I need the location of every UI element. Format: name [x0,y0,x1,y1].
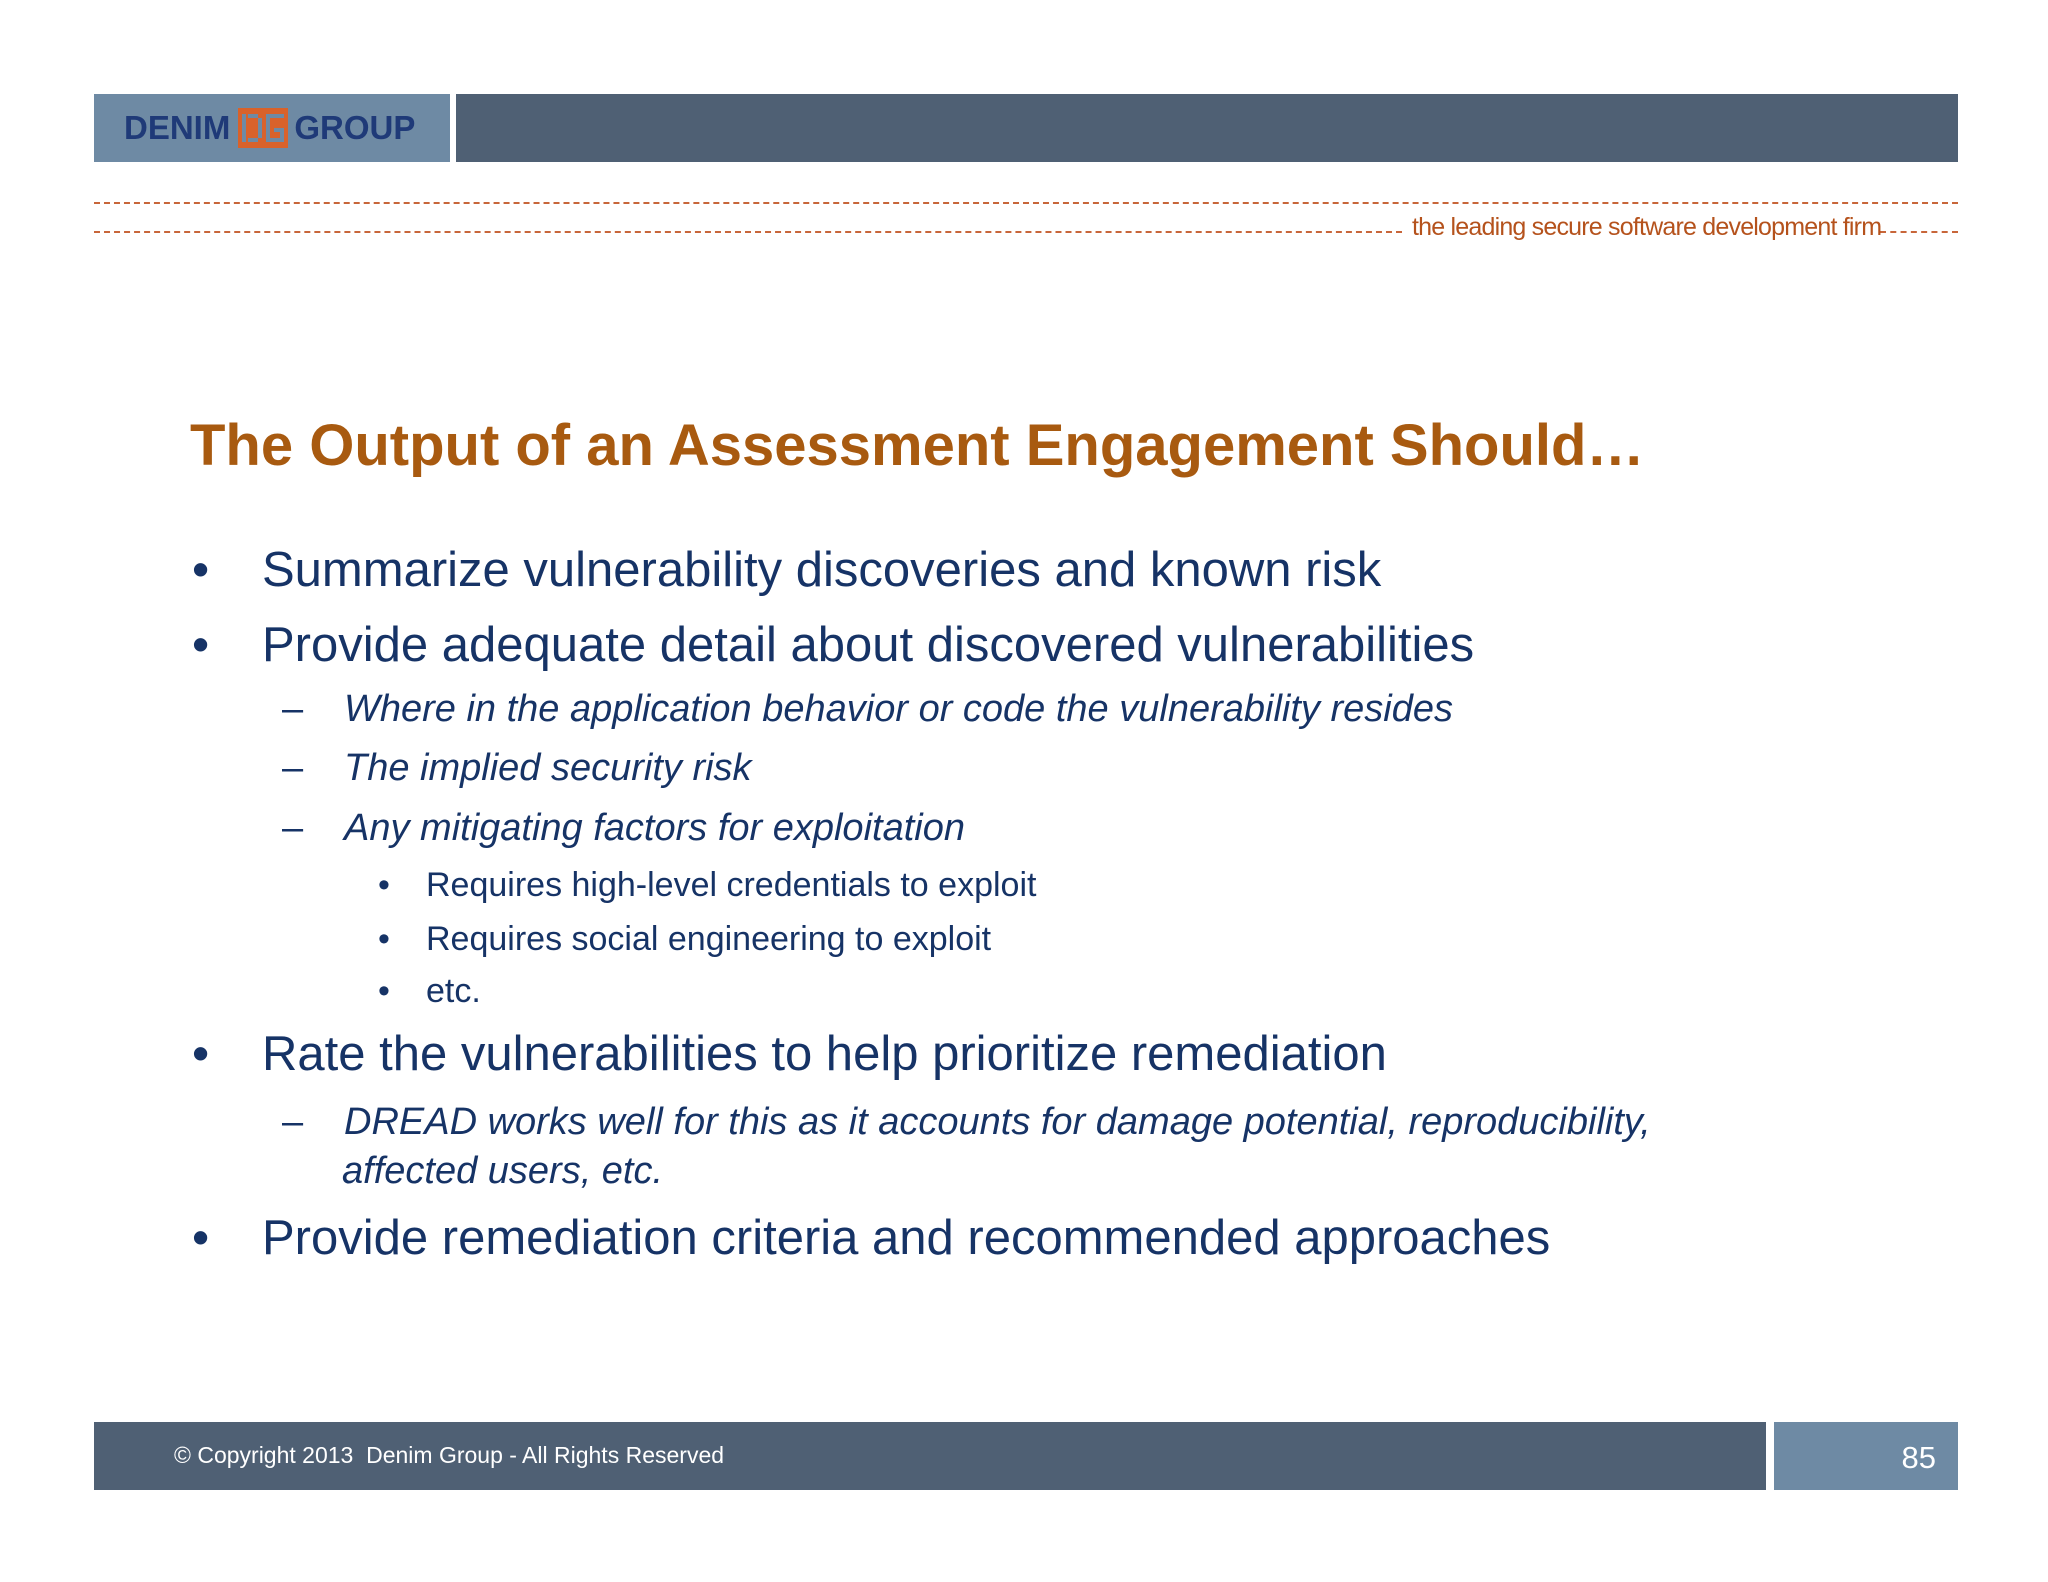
bullet-rate [192,1026,1387,1082]
bullet-marker: • [378,972,390,1010]
sub-bullet-dread [282,1101,1651,1144]
bullet-marker: • [378,866,390,904]
sub-bullet-text: Where in the application behavior or code the vulnerability resides [344,688,1453,730]
copyright-text: © Copyright 2013 Denim Group - All Rights Reserved [174,1442,725,1468]
sub-bullet-where [282,688,1453,731]
bullet-marker: • [378,920,390,958]
sub-sub-bullet-credentials [378,866,1037,905]
sub-bullet-text-line2: affected users, etc. [342,1150,664,1192]
bullet-remediation [192,1210,1551,1266]
bullet-provide-detail [192,617,1475,673]
sub-sub-bullet-social [378,920,992,959]
dashed-divider-bottom-left [94,231,1402,233]
sub-sub-bullet-text: Requires high-level credentials to exploit [426,866,1037,904]
dg-logo-icon [238,108,288,148]
sub-sub-bullet-text: Requires social engineering to exploit [426,920,992,958]
logo-text-denim: DENIM [124,109,231,146]
sub-sub-bullet-text: etc. [426,972,481,1010]
slide-title: The Output of an Assessment Engagement Should… [190,413,1645,478]
sub-sub-bullet-etc [378,972,481,1011]
header-bar [456,94,1958,162]
sub-bullet-text: The implied security risk [344,747,752,789]
bullet-text: Summarize vulnerability discoveries and known risk [262,543,1382,597]
sub-bullet-dread-continued [342,1150,663,1193]
bullet-text: Rate the vulnerabilities to help prioritize remediation [262,1027,1387,1081]
dashed-divider-top [94,202,1958,204]
bullet-text: Provide remediation criteria and recommended approaches [262,1211,1551,1265]
page-number: 85 [1901,1440,1936,1475]
tagline: the leading secure software development firm [1412,213,1882,241]
bullet-marker: • [192,618,210,672]
sub-bullet-text: Any mitigating factors for exploitation [344,807,965,849]
logo-text-group: GROUP [294,109,416,146]
bullet-marker: • [192,543,210,597]
denim-group-logo [124,108,415,148]
bullet-summarize [192,542,1382,598]
sub-bullet-text-line1: DREAD works well for this as it accounts for damage potential, reproducibility, [344,1101,1651,1143]
sub-bullet-implied-risk [282,747,752,790]
bullet-text: Provide adequate detail about discovered vulnerabilities [262,618,1475,672]
bullet-marker: • [192,1211,210,1265]
sub-bullet-mitigating [282,807,965,850]
dash-marker: – [282,807,304,849]
dash-marker: – [282,747,304,789]
dashed-divider-bottom-right [1880,231,1958,233]
dash-marker: – [282,1101,304,1143]
bullet-marker: • [192,1027,210,1081]
dash-marker: – [282,688,304,730]
